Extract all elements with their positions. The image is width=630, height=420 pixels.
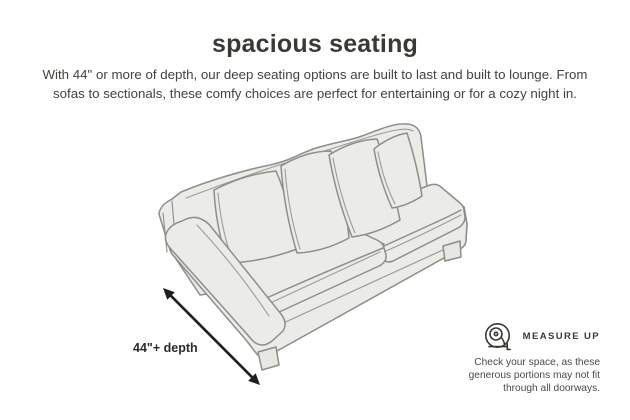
page-title: spacious seating [211, 30, 419, 58]
measure-up-header [380, 321, 600, 352]
measure-up-heading: MEASURE UP [522, 331, 600, 342]
measure-note-line-2: generous portions may not fit [468, 370, 600, 382]
foot-left [258, 347, 279, 370]
tape-measure-icon [484, 322, 514, 352]
measure-note-line-3: through all doorways. [503, 383, 600, 395]
measure-note-line-1: Check your space, as these [474, 357, 600, 368]
intro-line-1: With 44" or more of depth, our deep seating options are built to last and built to lounge. From [42, 67, 588, 82]
measure-up-note [380, 356, 600, 396]
measure-up-block [380, 321, 600, 396]
depth-label: 44"+ depth [133, 341, 198, 355]
intro-line-2: sofas to sectionals, these comfy choices are perfect for entertaining or for a cozy night in. [52, 85, 577, 101]
